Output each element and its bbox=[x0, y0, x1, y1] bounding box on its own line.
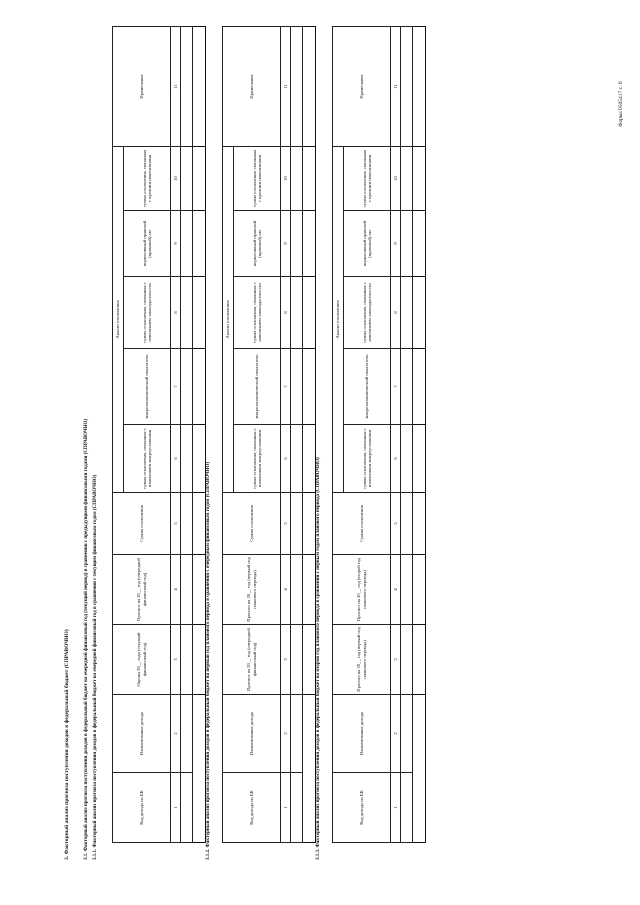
col-number: 11 bbox=[281, 26, 291, 146]
header-deviation: Сумма отклонения bbox=[333, 493, 391, 555]
factor-table-1 bbox=[112, 26, 206, 843]
col-number: 9 bbox=[171, 211, 181, 277]
header-macro-sum: сумма отклонения, связанная с изменением макроусловиями bbox=[124, 425, 171, 493]
header-name: Наименование дохода bbox=[333, 695, 391, 773]
header-forecast: Прогноз на 20__ год (второй год планового периода) bbox=[333, 555, 391, 625]
header-note: Примечание bbox=[223, 26, 281, 146]
col-number: 8 bbox=[171, 277, 181, 349]
col-number: 7 bbox=[171, 349, 181, 425]
header-estimate: Оценка 20__ года (текущий финансовый год) bbox=[113, 625, 171, 695]
header-code: Код дохода по БК bbox=[113, 773, 171, 843]
header-estimate: Прогноз на 20__ год (очередной финансовый год) bbox=[223, 625, 281, 695]
col-number: 4 bbox=[281, 555, 291, 625]
col-number: 7 bbox=[281, 349, 291, 425]
header-legal-act: нормативный правовой (правовой) акт bbox=[234, 211, 281, 277]
header-other-sum: сумма отклонения, связанная с прочими изменениями bbox=[124, 146, 171, 210]
col-number: 9 bbox=[391, 211, 401, 277]
col-number: 2 bbox=[391, 695, 401, 773]
col-number: 2 bbox=[171, 695, 181, 773]
header-macro-indicator: макроэкономический показатель bbox=[124, 349, 171, 425]
header-analysis: Анализ отклонения bbox=[223, 146, 234, 492]
factor-table-3 bbox=[332, 26, 426, 843]
header-forecast: Прогноз на 20__ год (очередной финансовый год) bbox=[113, 555, 171, 625]
header-name: Наименование дохода bbox=[223, 695, 281, 773]
header-deviation: Сумма отклонения bbox=[223, 493, 281, 555]
col-number: 11 bbox=[171, 26, 181, 146]
col-number: 3 bbox=[171, 625, 181, 695]
total-row bbox=[413, 26, 426, 842]
col-number: 8 bbox=[281, 277, 291, 349]
col-number: 3 bbox=[281, 625, 291, 695]
col-number: 6 bbox=[281, 425, 291, 493]
total-row bbox=[303, 26, 316, 842]
header-code: Код дохода по БК bbox=[333, 773, 391, 843]
col-number: 5 bbox=[171, 493, 181, 555]
col-number: 2 bbox=[281, 695, 291, 773]
table-3-caption: 3.1.3. Факторный анализ прогноза поступления доходов в федеральный бюджет на второй год планового периода в сравнении с первым годом планового периода (СПРАВОЧНО) bbox=[316, 457, 321, 860]
header-legal-act: нормативный правовой (правовой) акт bbox=[124, 211, 171, 277]
subsection-title: 3.1. Факторный анализ прогноза поступления доходов в федеральный бюджет на очередной финансовый год (текущий период) в сравнении с предыдущими финансовыми годами (СПРАВОЧНО) bbox=[84, 418, 89, 860]
header-macro-sum: сумма отклонения, связанная с изменением макроусловиями bbox=[344, 425, 391, 493]
col-number: 8 bbox=[391, 277, 401, 349]
header-name: Наименование дохода bbox=[113, 695, 171, 773]
header-estimate: Прогноз на 20__ год (первый год планового периода) bbox=[333, 625, 391, 695]
table-1-caption: 3.1.1. Факторный анализ прогноза поступления доходов в федеральный бюджет на очередной финансовый год в сравнении с текущим финансовым годом (СПРАВОЧНО) bbox=[93, 474, 98, 860]
col-number: 6 bbox=[391, 425, 401, 493]
table-2-caption: 3.1.2. Факторный анализ прогноза поступления доходов в федеральный бюджет на первый год планового периода в сравнении с очередным финансовым годом (СПРАВОЧНО) bbox=[206, 461, 211, 860]
header-forecast: Прогноз на 20__ год (первый год планового периода) bbox=[223, 555, 281, 625]
col-number: 10 bbox=[171, 146, 181, 210]
col-number: 9 bbox=[281, 211, 291, 277]
header-analysis: Анализ отклонения bbox=[333, 146, 344, 492]
header-law-sum: сумма отклонения, связанная с изменением законодательства bbox=[124, 277, 171, 349]
header-macro-sum: сумма отклонения, связанная с изменением макроусловиями bbox=[234, 425, 281, 493]
section-title: 3. Факторный анализ прогноза поступления доходов в федеральный бюджет (СПРАВОЧНО) bbox=[64, 629, 70, 860]
table-row bbox=[401, 26, 413, 842]
header-note: Примечание bbox=[113, 26, 171, 146]
header-code: Код дохода по БК bbox=[223, 773, 281, 843]
header-law-sum: сумма отклонения, связанная с изменением законодательства bbox=[344, 277, 391, 349]
col-number: 11 bbox=[391, 26, 401, 146]
header-deviation: Сумма отклонения bbox=[113, 493, 171, 555]
col-number: 10 bbox=[391, 146, 401, 210]
col-number: 1 bbox=[281, 773, 291, 843]
header-analysis: Анализ отклонения bbox=[113, 146, 124, 492]
header-legal-act: нормативный правовой (правовой) акт bbox=[344, 211, 391, 277]
col-number: 1 bbox=[171, 773, 181, 843]
col-number: 1 bbox=[391, 773, 401, 843]
table-row bbox=[181, 26, 193, 842]
header-macro-indicator: макроэкономический показатель bbox=[344, 349, 391, 425]
factor-table-2 bbox=[222, 26, 316, 843]
col-number: 4 bbox=[391, 555, 401, 625]
total-row bbox=[193, 26, 206, 842]
header-law-sum: сумма отклонения, связанная с изменением законодательства bbox=[234, 277, 281, 349]
col-number: 4 bbox=[171, 555, 181, 625]
col-number: 5 bbox=[281, 493, 291, 555]
col-number: 3 bbox=[391, 625, 401, 695]
header-other-sum: сумма отклонения, связанная с прочими изменениями bbox=[344, 146, 391, 210]
header-other-sum: сумма отклонения, связанная с прочими изменениями bbox=[234, 146, 281, 210]
form-code: Форма 0505417 с. 6 bbox=[618, 81, 624, 127]
col-number: 10 bbox=[281, 146, 291, 210]
col-number: 5 bbox=[391, 493, 401, 555]
header-note: Примечание bbox=[333, 26, 391, 146]
col-number: 7 bbox=[391, 349, 401, 425]
header-macro-indicator: макроэкономический показатель bbox=[234, 349, 281, 425]
col-number: 6 bbox=[171, 425, 181, 493]
table-row bbox=[291, 26, 303, 842]
